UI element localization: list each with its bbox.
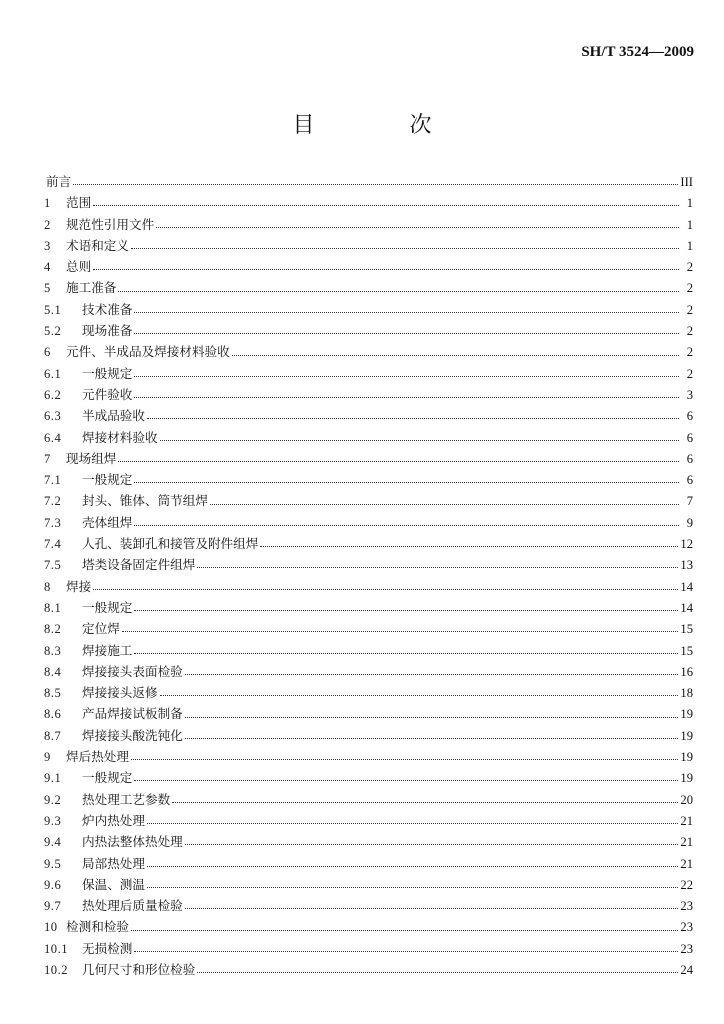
toc-entry[interactable] bbox=[44, 490, 693, 511]
toc-entry-page: 16 bbox=[680, 664, 693, 679]
toc-entry-number: 8.7 bbox=[44, 728, 62, 743]
toc-entry-title: 人孔、装卸孔和接管及附件组焊 bbox=[82, 536, 259, 552]
toc-entry[interactable] bbox=[44, 916, 693, 937]
toc-entry-title: 焊接接头返修 bbox=[82, 685, 158, 701]
toc-entry-title: 元件验收 bbox=[82, 386, 133, 402]
toc-entry-title: 一般规定 bbox=[82, 599, 133, 615]
toc-entry-page: 23 bbox=[680, 920, 693, 935]
toc-entry-page: 2 bbox=[686, 324, 693, 339]
toc-entry-page: 13 bbox=[680, 558, 693, 573]
dot-leader bbox=[185, 738, 679, 739]
toc-entry-number: 6.1 bbox=[44, 366, 62, 381]
toc-entry-number: 10.1 bbox=[44, 941, 69, 956]
toc-entry-title: 焊接施工 bbox=[82, 642, 133, 658]
toc-entry[interactable] bbox=[44, 725, 693, 746]
toc-entry-title: 范围 bbox=[66, 195, 92, 211]
toc-entry[interactable] bbox=[44, 661, 693, 682]
toc-entry-page: 23 bbox=[680, 941, 693, 956]
toc-entry[interactable] bbox=[44, 895, 693, 916]
toc-entry[interactable] bbox=[44, 682, 693, 703]
dot-leader bbox=[118, 461, 679, 462]
dot-leader bbox=[147, 887, 678, 888]
dot-leader bbox=[160, 440, 679, 441]
toc-entry-page: 2 bbox=[686, 345, 693, 360]
toc-entry[interactable] bbox=[44, 235, 693, 256]
toc-entry[interactable] bbox=[44, 703, 693, 724]
toc-entry-number: 8.5 bbox=[44, 686, 62, 701]
toc-entry[interactable] bbox=[44, 533, 693, 554]
toc-entry-page: 22 bbox=[680, 877, 693, 892]
dot-leader bbox=[131, 930, 678, 931]
toc-entry-page: 3 bbox=[686, 387, 693, 402]
dot-leader bbox=[260, 546, 678, 547]
toc-entry-number: 9.1 bbox=[44, 771, 62, 786]
toc-entry-page: 2 bbox=[686, 302, 693, 317]
toc-entry[interactable] bbox=[44, 341, 693, 362]
toc-entry-title: 检测和检验 bbox=[66, 919, 129, 935]
toc-entry-page: 14 bbox=[680, 600, 693, 615]
toc-entry[interactable] bbox=[44, 320, 693, 341]
toc-entry-page: 20 bbox=[680, 792, 693, 807]
toc-entry[interactable] bbox=[44, 256, 693, 277]
dot-leader bbox=[197, 972, 678, 973]
toc-entry-number: 8.3 bbox=[44, 643, 62, 658]
toc-entry-page: 18 bbox=[680, 686, 693, 701]
toc-entry-page: 19 bbox=[680, 750, 693, 765]
toc-entry[interactable] bbox=[44, 746, 693, 767]
dot-leader bbox=[185, 844, 679, 845]
toc-entry-page: 1 bbox=[686, 217, 693, 232]
toc-entry-title: 现场准备 bbox=[82, 323, 133, 339]
dot-leader bbox=[210, 504, 679, 505]
toc-entry-page: 7 bbox=[686, 494, 693, 509]
toc-entry-number: 8.2 bbox=[44, 622, 62, 637]
toc-entry[interactable] bbox=[44, 448, 693, 469]
toc-entry-page: 21 bbox=[680, 813, 693, 828]
toc-entry[interactable] bbox=[44, 597, 693, 618]
toc-entry[interactable] bbox=[44, 384, 693, 405]
toc-entry-title: 局部热处理 bbox=[82, 855, 145, 871]
dot-leader bbox=[147, 418, 679, 419]
dot-leader bbox=[197, 567, 678, 568]
toc-entry-page: 2 bbox=[686, 366, 693, 381]
dot-leader bbox=[134, 482, 679, 483]
toc-entry-page: 24 bbox=[680, 962, 693, 977]
toc-entry-page: 19 bbox=[680, 771, 693, 786]
dot-leader bbox=[160, 695, 679, 696]
toc-entry[interactable] bbox=[44, 427, 693, 448]
toc-entry-page: 1 bbox=[686, 196, 693, 211]
toc-entry-title: 半成品验收 bbox=[82, 408, 145, 424]
toc-entry[interactable] bbox=[44, 405, 693, 426]
toc-entry-number: 1 bbox=[44, 196, 51, 211]
toc-entry-page: 6 bbox=[686, 451, 693, 466]
toc-entry-title: 定位焊 bbox=[82, 621, 120, 637]
toc-entry-number: 6 bbox=[44, 345, 51, 360]
dot-leader bbox=[93, 205, 679, 206]
toc-entry-page: 15 bbox=[680, 643, 693, 658]
toc-entry-number: 9.5 bbox=[44, 856, 62, 871]
dot-leader bbox=[131, 759, 678, 760]
toc-entry-title: 一般规定 bbox=[82, 365, 133, 381]
toc-entry-title: 前言 bbox=[46, 174, 72, 189]
toc-entry[interactable] bbox=[44, 469, 693, 490]
toc-entry-number: 2 bbox=[44, 217, 51, 232]
toc-entry-number: 9.7 bbox=[44, 899, 62, 914]
toc-entry[interactable] bbox=[44, 554, 693, 575]
standard-code: SH/T 3524—2009 bbox=[581, 44, 694, 60]
toc-entry-page: 9 bbox=[686, 515, 693, 530]
toc-entry[interactable] bbox=[44, 874, 693, 895]
toc-entry-page: III bbox=[680, 175, 693, 189]
toc-entry-title: 施工准备 bbox=[66, 280, 117, 296]
dot-leader bbox=[185, 674, 679, 675]
toc-entry-number: 6.4 bbox=[44, 430, 62, 445]
toc-entry-number: 6.3 bbox=[44, 409, 62, 424]
toc-entry[interactable] bbox=[44, 810, 693, 831]
toc-entry-title: 保温、测温 bbox=[82, 876, 145, 892]
toc-entry[interactable] bbox=[44, 214, 693, 235]
toc-entry-number: 8.6 bbox=[44, 707, 62, 722]
table-of-contents bbox=[44, 171, 693, 980]
toc-entry-title: 焊接接头表面检验 bbox=[82, 663, 183, 679]
toc-entry-title: 壳体组焊 bbox=[82, 514, 133, 530]
toc-entry-title: 炉内热处理 bbox=[82, 812, 145, 828]
dot-leader bbox=[122, 631, 679, 632]
toc-entry-number: 7.5 bbox=[44, 558, 62, 573]
dot-leader bbox=[185, 908, 679, 909]
dot-leader bbox=[172, 802, 678, 803]
toc-entry-page: 6 bbox=[686, 430, 693, 445]
toc-entry[interactable] bbox=[44, 767, 693, 788]
toc-entry-number: 9.6 bbox=[44, 877, 62, 892]
toc-entry-title: 热处理后质量检验 bbox=[82, 898, 183, 914]
toc-entry-number: 8 bbox=[44, 579, 51, 594]
toc-entry-title: 焊后热处理 bbox=[66, 749, 129, 765]
dot-leader bbox=[134, 653, 678, 654]
toc-entry-page: 23 bbox=[680, 899, 693, 914]
dot-leader bbox=[232, 355, 679, 356]
toc-entry-page: 12 bbox=[680, 537, 693, 552]
dot-leader bbox=[156, 227, 679, 228]
dot-leader bbox=[134, 951, 678, 952]
toc-entry-number: 3 bbox=[44, 238, 51, 253]
dot-leader bbox=[93, 269, 679, 270]
toc-entry-number: 7.3 bbox=[44, 515, 62, 530]
toc-entry[interactable] bbox=[44, 299, 693, 320]
toc-entry-title: 热处理工艺参数 bbox=[82, 791, 171, 807]
toc-entry[interactable] bbox=[44, 192, 693, 213]
toc-entry-title: 封头、锥体、筒节组焊 bbox=[82, 493, 208, 509]
dot-leader bbox=[93, 589, 678, 590]
toc-entry-title: 焊接接头酸洗钝化 bbox=[82, 727, 183, 743]
toc-entry-title: 一般规定 bbox=[82, 472, 133, 488]
toc-entry-title: 焊接材料验收 bbox=[82, 429, 158, 445]
toc-entry[interactable] bbox=[44, 853, 693, 874]
toc-entry-title: 产品焊接试板制备 bbox=[82, 706, 183, 722]
toc-entry-title: 焊接 bbox=[66, 578, 92, 594]
toc-entry-page: 2 bbox=[686, 260, 693, 275]
toc-entry-number: 8.4 bbox=[44, 664, 62, 679]
toc-entry-title: 规范性引用文件 bbox=[66, 216, 155, 232]
toc-entry-page: 21 bbox=[680, 835, 693, 850]
toc-entry-number: 9 bbox=[44, 750, 51, 765]
toc-entry-page: 6 bbox=[686, 473, 693, 488]
dot-leader bbox=[134, 397, 679, 398]
toc-entry-title: 内热法整体热处理 bbox=[82, 834, 183, 850]
toc-entry[interactable] bbox=[44, 618, 693, 639]
toc-entry[interactable] bbox=[44, 640, 693, 661]
toc-entry-page: 14 bbox=[680, 579, 693, 594]
toc-entry-page: 1 bbox=[686, 238, 693, 253]
dot-leader bbox=[118, 291, 679, 292]
toc-entry[interactable] bbox=[44, 576, 693, 597]
dot-leader bbox=[134, 780, 678, 781]
toc-entry-number: 5.2 bbox=[44, 324, 62, 339]
toc-entry-number: 6.2 bbox=[44, 387, 62, 402]
toc-entry-number: 7.4 bbox=[44, 537, 62, 552]
toc-entry[interactable] bbox=[44, 363, 693, 384]
dot-leader bbox=[134, 376, 679, 377]
toc-entry-title: 技术准备 bbox=[82, 301, 133, 317]
dot-leader bbox=[73, 184, 678, 185]
toc-entry-number: 8.1 bbox=[44, 600, 62, 615]
toc-entry-number: 7.2 bbox=[44, 494, 62, 509]
dot-leader bbox=[131, 248, 679, 249]
toc-entry-number: 9.4 bbox=[44, 835, 62, 850]
toc-entry-title: 无损检测 bbox=[82, 940, 133, 956]
toc-entry-page: 19 bbox=[680, 728, 693, 743]
toc-entry-number: 7 bbox=[44, 451, 51, 466]
toc-entry-title: 塔类设备固定件组焊 bbox=[82, 557, 196, 573]
dot-leader bbox=[147, 866, 678, 867]
toc-entry-page: 19 bbox=[680, 707, 693, 722]
dot-leader bbox=[185, 717, 679, 718]
toc-entry[interactable] bbox=[44, 171, 693, 192]
dot-leader bbox=[134, 312, 679, 313]
toc-entry-title: 几何尺寸和形位检验 bbox=[82, 961, 196, 977]
toc-entry[interactable] bbox=[44, 789, 693, 810]
toc-entry-number: 10.2 bbox=[44, 962, 69, 977]
toc-entry-page: 6 bbox=[686, 409, 693, 424]
dot-leader bbox=[134, 333, 679, 334]
toc-entry-title: 总则 bbox=[66, 259, 92, 275]
toc-entry-number: 5.1 bbox=[44, 302, 62, 317]
toc-entry-title: 一般规定 bbox=[82, 770, 133, 786]
toc-entry-number: 4 bbox=[44, 260, 51, 275]
toc-entry-title: 现场组焊 bbox=[66, 450, 117, 466]
dot-leader bbox=[134, 525, 679, 526]
toc-entry-page: 15 bbox=[680, 622, 693, 637]
toc-title: 目 次 bbox=[292, 113, 476, 138]
toc-entry-page: 21 bbox=[680, 856, 693, 871]
toc-entry[interactable] bbox=[44, 959, 693, 980]
toc-entry-number: 5 bbox=[44, 281, 51, 296]
dot-leader bbox=[147, 823, 678, 824]
toc-entry-number: 7.1 bbox=[44, 473, 62, 488]
toc-entry-page: 2 bbox=[686, 281, 693, 296]
toc-entry-number: 9.3 bbox=[44, 813, 62, 828]
toc-entry-number: 10 bbox=[44, 920, 58, 935]
toc-entry-title: 术语和定义 bbox=[66, 237, 129, 253]
toc-entry-title: 元件、半成品及焊接材料验收 bbox=[66, 344, 230, 360]
toc-entry[interactable] bbox=[44, 277, 693, 298]
dot-leader bbox=[134, 610, 678, 611]
toc-entry-number: 9.2 bbox=[44, 792, 62, 807]
toc-entry[interactable] bbox=[44, 938, 693, 959]
toc-entry[interactable] bbox=[44, 512, 693, 533]
toc-entry[interactable] bbox=[44, 831, 693, 852]
